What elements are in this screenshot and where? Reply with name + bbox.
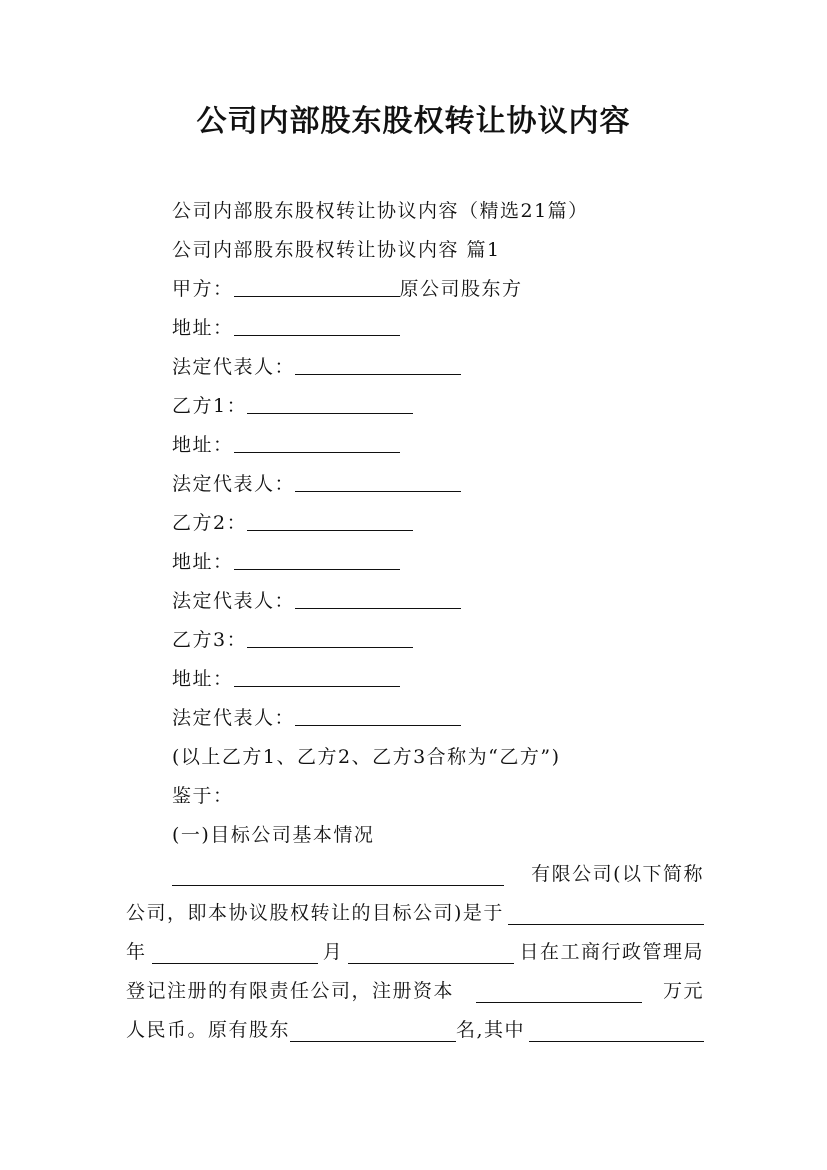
fill-blank: [172, 863, 504, 886]
party-b2-line: [126, 504, 704, 543]
paragraph-text: 万元: [662, 980, 704, 1002]
fill-blank: [234, 313, 400, 336]
fill-blank: [234, 664, 400, 687]
field-label: 地址：: [172, 317, 234, 339]
legal-rep-line: [126, 699, 704, 738]
paragraph-line: [126, 855, 704, 894]
fill-blank: [295, 703, 461, 726]
field-label: 乙方3：: [172, 629, 248, 651]
field-label: 法定代表人：: [172, 356, 296, 378]
field-label: 乙方2：: [172, 512, 248, 534]
fill-blank: [295, 469, 461, 492]
line-text: (以上乙方1、乙方2、乙方3合称为“乙方”): [172, 746, 561, 768]
fill-blank: [247, 625, 413, 648]
address-line: [126, 660, 704, 699]
line-text: 鉴于：: [172, 785, 234, 807]
fill-blank: [529, 1019, 704, 1042]
paragraph-line: [126, 1011, 704, 1050]
field-label: 法定代表人：: [172, 590, 296, 612]
fill-blank: [247, 508, 413, 531]
paragraph-line: [126, 933, 704, 972]
field-suffix: 原公司股东方: [399, 278, 523, 300]
paragraph-text: 月: [322, 941, 344, 963]
field-label: 甲方：: [172, 278, 234, 300]
line-text: 公司内部股东股权转让协议内容 篇1: [172, 239, 501, 261]
field-label: 地址：: [172, 668, 234, 690]
field-label: 地址：: [172, 434, 234, 456]
fill-blank: [247, 391, 413, 414]
line-text: (一)目标公司基本情况: [172, 824, 375, 846]
line-text: 公司内部股东股权转让协议内容（精选21篇）: [172, 200, 589, 222]
legal-rep-line: [126, 465, 704, 504]
text-line: [126, 777, 704, 816]
text-line: [126, 738, 704, 777]
fill-blank: [152, 941, 318, 964]
paragraph-line: [126, 972, 704, 1011]
fill-blank: [508, 902, 704, 925]
address-line: [126, 543, 704, 582]
fill-blank: [234, 274, 400, 297]
section-heading: [126, 816, 704, 855]
paragraph-text: 人民币。原有股东: [126, 1019, 291, 1041]
fill-blank: [234, 547, 400, 570]
field-label: 法定代表人：: [172, 707, 296, 729]
paragraph-text: 公司，即本协议股权转让的目标公司)是于: [126, 902, 504, 924]
party-b1-line: [126, 387, 704, 426]
field-label: 法定代表人：: [172, 473, 296, 495]
text-line: [126, 231, 704, 270]
party-b3-line: [126, 621, 704, 660]
paragraph-text: 名,其中: [456, 1019, 526, 1041]
paragraph-text: 登记注册的有限责任公司，注册资本: [126, 980, 455, 1002]
paragraph-text: 日在工商行政管理局: [519, 941, 704, 963]
legal-rep-line: [126, 582, 704, 621]
fill-blank: [290, 1019, 456, 1042]
address-line: [126, 426, 704, 465]
paragraph-line: [126, 894, 704, 933]
document-body: [126, 192, 704, 1050]
fill-blank: [476, 980, 642, 1003]
paragraph-text: 年: [126, 941, 147, 963]
address-line: [126, 309, 704, 348]
document-title: 公司内部股东股权转让协议内容: [196, 104, 631, 139]
fill-blank: [348, 941, 514, 964]
fill-blank: [234, 430, 400, 453]
fill-blank: [295, 586, 461, 609]
field-label: 乙方1：: [172, 395, 248, 417]
paragraph-text: 有限公司(以下简称: [531, 863, 704, 885]
fill-blank: [295, 352, 461, 375]
text-line: [126, 192, 704, 231]
party-a-line: [126, 270, 704, 309]
legal-rep-line: [126, 348, 704, 387]
company-paragraph: [126, 855, 704, 1050]
field-label: 地址：: [172, 551, 234, 573]
